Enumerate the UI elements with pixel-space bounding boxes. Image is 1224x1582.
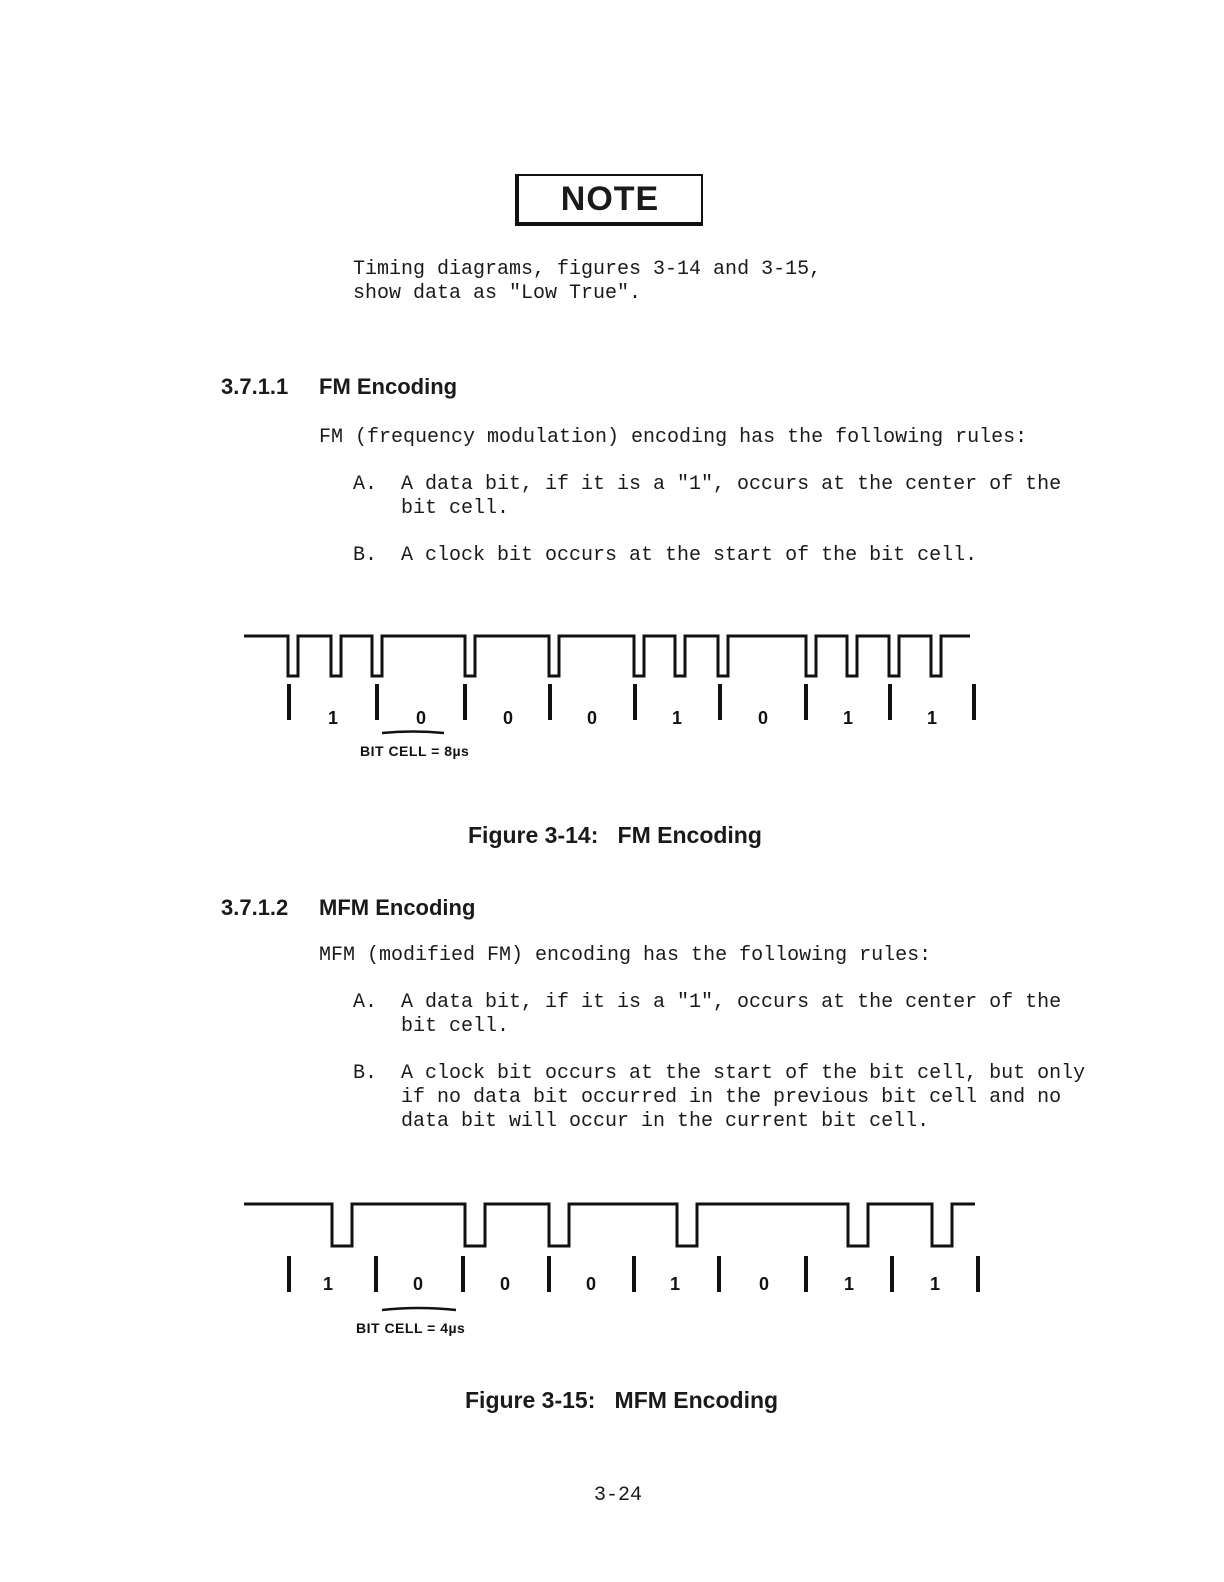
mfm-bit-cell-label: BIT CELL = 4µs xyxy=(356,1320,466,1336)
mfm-bit-label: 0 xyxy=(499,1274,511,1294)
fm-rule-a-line-2: bit cell. xyxy=(401,497,510,520)
page-number: 3-24 xyxy=(594,1484,643,1507)
section-number-fm: 3.7.1.1 xyxy=(221,374,289,399)
mfm-intro: MFM (modified FM) encoding has the following rules: xyxy=(319,944,932,967)
mfm-bit-label: 1 xyxy=(843,1274,855,1294)
figure-caption-mfm: Figure 3-15: MFM Encoding xyxy=(465,1387,779,1413)
fm-rule-b-line-1: A clock bit occurs at the start of the bit cell. xyxy=(401,544,978,567)
fm-bit-label: 1 xyxy=(671,708,683,728)
fm-timing-diagram xyxy=(0,620,1224,770)
fm-intro: FM (frequency modulation) encoding has the following rules: xyxy=(319,426,1028,449)
fm-cell-boundaries xyxy=(289,684,974,720)
fm-rule-a-line-1: A data bit, if it is a "1", occurs at the center of the xyxy=(401,473,1062,496)
note-line-1: Timing diagrams, figures 3-14 and 3-15, xyxy=(353,258,822,281)
fm-bit-label: 1 xyxy=(842,708,854,728)
note-box xyxy=(515,174,703,226)
mfm-cell-boundaries xyxy=(289,1256,978,1292)
mfm-bit-label: 1 xyxy=(929,1274,941,1294)
mfm-rule-b-line-2: if no data bit occurred in the previous bit cell and no xyxy=(401,1086,1062,1109)
fm-bit-cell-brace xyxy=(382,732,444,734)
section-title-fm: FM Encoding xyxy=(319,374,458,399)
mfm-waveform xyxy=(244,1204,975,1246)
mfm-timing-diagram xyxy=(0,1188,1224,1348)
figure-caption-fm: Figure 3-14: FM Encoding xyxy=(468,822,762,848)
fm-rule-b-marker: B. xyxy=(353,544,378,567)
section-number-mfm: 3.7.1.2 xyxy=(221,895,289,920)
fm-bit-label: 0 xyxy=(586,708,598,728)
fm-rule-a-marker: A. xyxy=(353,473,378,496)
mfm-rule-b-line-3: data bit will occur in the current bit cell. xyxy=(401,1110,930,1133)
note-label: NOTE xyxy=(560,180,660,218)
section-title-mfm: MFM Encoding xyxy=(319,895,476,920)
fm-bit-cell-label: BIT CELL = 8µs xyxy=(360,743,470,759)
fm-bit-label: 1 xyxy=(926,708,938,728)
fm-bit-label: 1 xyxy=(327,708,339,728)
mfm-bit-label: 1 xyxy=(322,1274,334,1294)
mfm-bit-label: 0 xyxy=(412,1274,424,1294)
mfm-bit-label: 0 xyxy=(758,1274,770,1294)
fm-bit-label: 0 xyxy=(415,708,427,728)
mfm-bit-label: 1 xyxy=(669,1274,681,1294)
fm-waveform xyxy=(244,636,970,676)
mfm-bit-label: 0 xyxy=(585,1274,597,1294)
mfm-rule-a-line-2: bit cell. xyxy=(401,1015,510,1038)
note-line-2: show data as "Low True". xyxy=(353,282,642,305)
mfm-rule-a-marker: A. xyxy=(353,991,378,1014)
mfm-rule-b-line-1: A clock bit occurs at the start of the bit cell, but only xyxy=(401,1062,1086,1085)
fm-bit-label: 0 xyxy=(502,708,514,728)
mfm-bit-cell-brace xyxy=(382,1308,456,1310)
mfm-rule-b-marker: B. xyxy=(353,1062,378,1085)
mfm-rule-a-line-1: A data bit, if it is a "1", occurs at the center of the xyxy=(401,991,1062,1014)
fm-bit-label: 0 xyxy=(757,708,769,728)
